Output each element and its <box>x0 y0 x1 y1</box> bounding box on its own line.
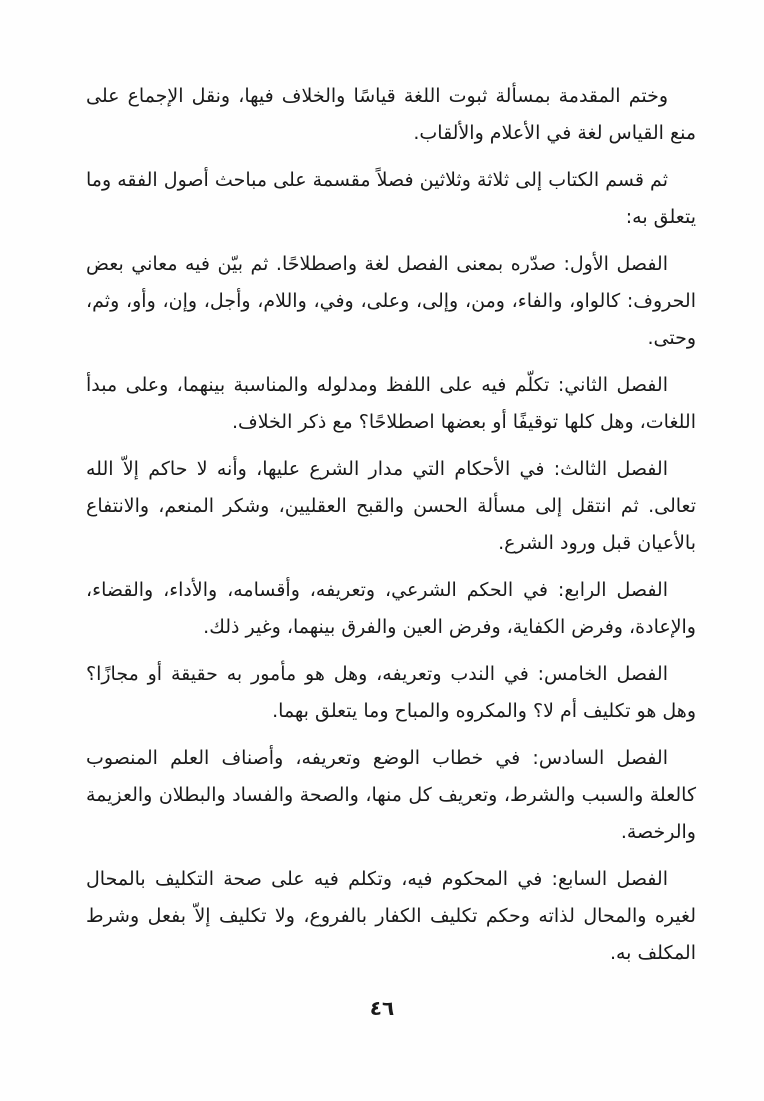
paragraph-book-division: ثم قسم الكتاب إلى ثلاثة وثلاثين فصلاً مقسمة على مباحث أصول الفقه وما يتعلق به: <box>86 169 696 228</box>
paragraph-intro-closing: وختم المقدمة بمسألة ثبوت اللغة قياسًا والخلاف فيها، ونقل الإجماع على منع القياس لغة في الأعلام والألقاب. <box>86 85 696 144</box>
paragraph-chapter-4: الفصل الرابع: في الحكم الشرعي، وتعريفه، وأقسامه، والأداء، والقضاء، والإعادة، وفرض الكفاية، وفرض العين والفرق بينهما، وغير ذلك. <box>86 579 696 638</box>
page-body-text <box>86 78 696 982</box>
paragraph-chapter-7: الفصل السابع: في المحكوم فيه، وتكلم فيه على صحة التكليف بالمحال لغيره والمحال لذاته وحكم تكليف الكفار بالفروع، ولا تكليف إلاّ بفعل وشرط المكلف به. <box>86 868 696 964</box>
paragraph-chapter-2: الفصل الثاني: تكلّم فيه على اللفظ ومدلوله والمناسبة بينهما، وعلى مبدأ اللغات، وهل كلها توقيفًا أو بعضها اصطلاحًا؟ مع ذكر الخلاف. <box>86 374 696 433</box>
paragraph-chapter-1: الفصل الأول: صدّره بمعنى الفصل لغة واصطلاحًا. ثم بيّن فيه معاني بعض الحروف: كالواو، والفاء، ومن، وإلى، وعلى، وفي، واللام، وأجل، وإن، وأو، وثم، وحتى. <box>86 253 696 349</box>
paragraph-chapter-6: الفصل السادس: في خطاب الوضع وتعريفه، وأصناف العلم المنصوب كالعلة والسبب والشرط، وتعريف كل منها، والصحة والفساد والبطلان والعزيمة والرخصة. <box>86 747 696 843</box>
paragraph-chapter-3: الفصل الثالث: في الأحكام التي مدار الشرع عليها، وأنه لا حاكم إلاّ الله تعالى. ثم انتقل إلى مسألة الحسن والقبح العقليين، وشكر المنعم، والانتفاع بالأعيان قبل ورود الشرع. <box>86 458 696 554</box>
paragraph-chapter-5: الفصل الخامس: في الندب وتعريفه، وهل هو مأمور به حقيقة أو مجازًا؟ وهل هو تكليف أم لا؟ والمكروه والمباح وما يتعلق بهما. <box>86 663 696 722</box>
page-number: ٤٦ <box>369 996 395 1020</box>
